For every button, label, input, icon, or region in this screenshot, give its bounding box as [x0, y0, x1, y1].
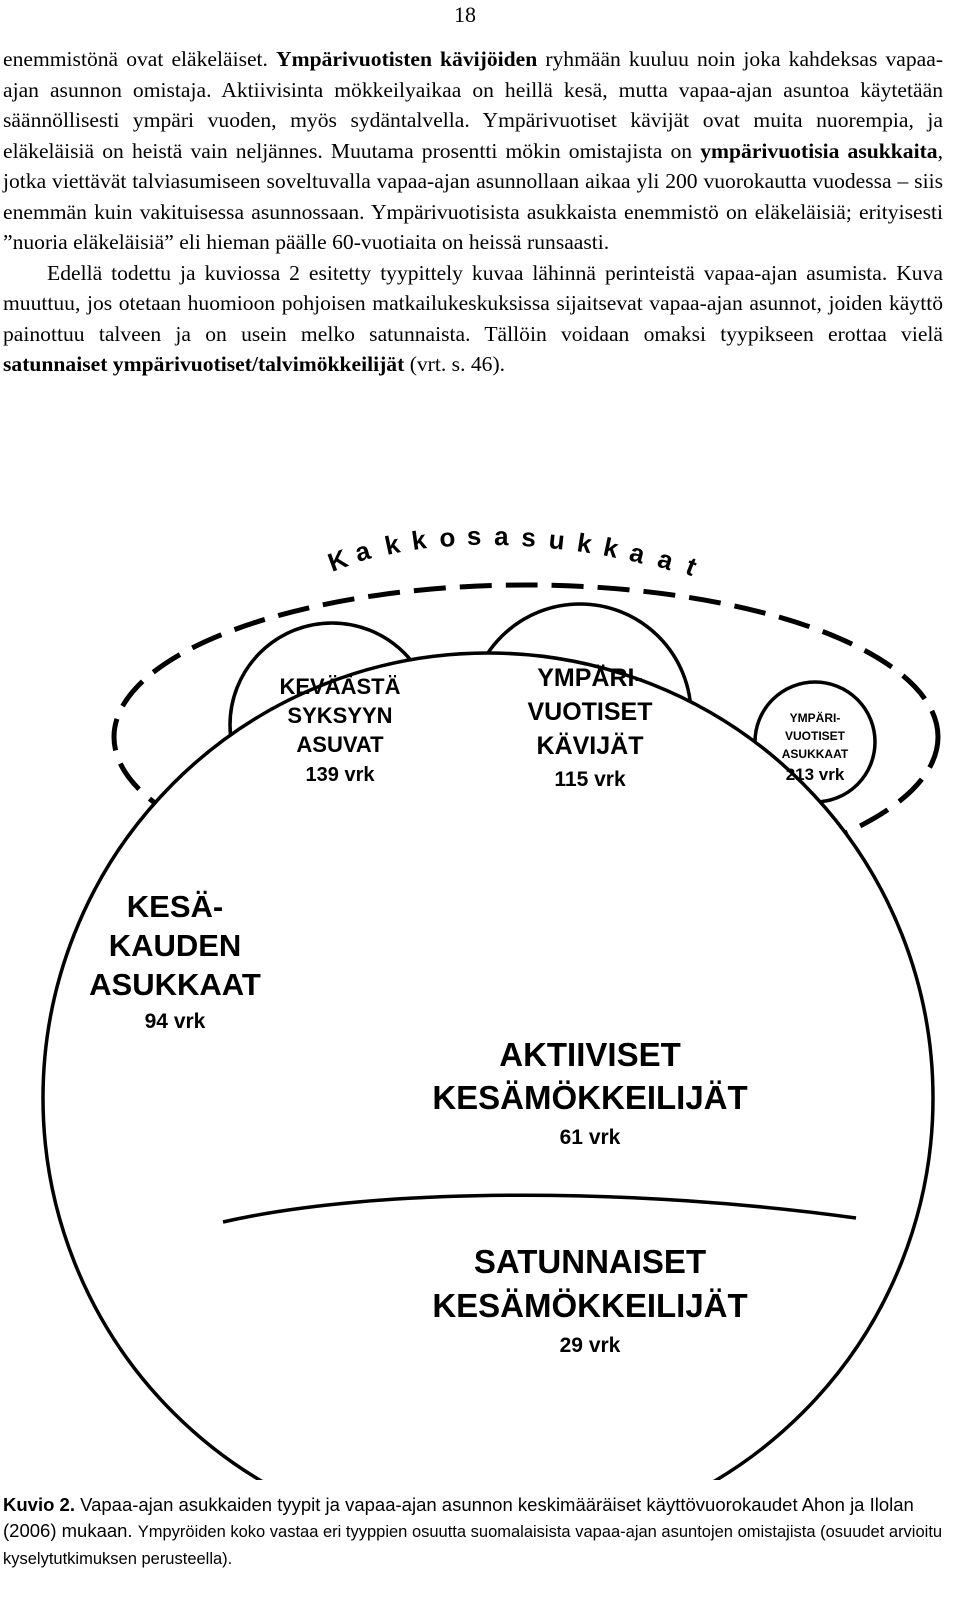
label-line: KEVÄÄSTÄ — [279, 674, 401, 699]
label-line: ASUKKAAT — [89, 967, 261, 1002]
label-line: KESÄMÖKKEILIJÄT — [432, 1079, 748, 1116]
arc-letter: k — [382, 528, 403, 561]
arc-letter: k — [600, 531, 622, 564]
paragraph-2 — [3, 258, 943, 380]
label-line: ASUKKAAT — [781, 747, 849, 761]
arc-letter: k — [575, 527, 595, 560]
label-ymparivuotiset-asukkaat — [782, 710, 849, 784]
label-line: YMPÄRI- — [789, 711, 841, 725]
label-days: 139 vrk — [305, 764, 375, 786]
figure-caption — [3, 1492, 943, 1572]
label-line: SYKSYYN — [287, 703, 393, 728]
label-days: 94 vrk — [144, 1010, 206, 1033]
arc-letter: k — [409, 524, 429, 556]
label-line: AKTIIVISET — [499, 1036, 681, 1073]
label-line: KESÄ- — [126, 889, 224, 924]
arc-letter: a — [351, 534, 374, 568]
text-run: ryhmään kuuluu noin joka kahdeksas vapaa-ajan asunnon omistaja. Aktiivisinta mökkeilyaikaa on heillä kesä, mutta vapaa-ajan asuntoa käytetään säännöllisesti ympäri vuoden, myös sydäntalvella. Ympärivuotiset kävijät ovat muita nuorempia, ja eläkeläisiä on heistä vain neljännes. Muutama prosentti mökin omistajista on — [3, 47, 944, 163]
caption-main: Vapaa-ajan asukkaiden tyypit ja vapaa-ajan asunnon keskimääräiset käyttövuorokaudet Ahon ja Ilolan (2006) mukaan. — [3, 1494, 914, 1541]
arc-letter: a — [626, 536, 649, 570]
arc-title-letters — [324, 521, 702, 582]
label-days: 29 vrk — [559, 1334, 621, 1357]
arc-letter: a — [493, 521, 509, 552]
label-line: SATUNNAISET — [473, 1243, 707, 1280]
text-run: enemmistönä ovat eläkeläiset. — [3, 47, 277, 71]
label-line: KAUDEN — [108, 928, 242, 963]
term-bold: satunnaiset ympärivuotiset/talvimökkeilijät — [3, 352, 405, 376]
label-line: YMPÄRI- — [537, 664, 643, 692]
typology-diagram — [0, 520, 960, 1480]
label-line: KÄVIJÄT — [536, 732, 644, 760]
arc-letter: K — [323, 543, 352, 578]
text-run: Edellä todettu ja kuviossa 2 esitetty tyypittely kuvaa lähinnä perinteistä vapaa-ajan asumista. Kuva muuttuu, jos otetaan huomioon pohjoisen matkailukeskuksissa sijaitsevat vapaa-ajan asunnot, joiden käyttö painottuu talveen ja on usein melko satunnaista. Tällöin voidaan omaksi tyypikseen erottaa vielä — [3, 260, 943, 346]
text-run: (vrt. s. 46). — [404, 352, 506, 376]
caption-label: Kuvio 2. — [3, 1494, 75, 1515]
arc-letter: u — [547, 524, 567, 556]
arc-letter: a — [654, 543, 678, 577]
term-bold: ympärivuotisia asukkaita — [700, 138, 938, 163]
label-days: 61 vrk — [559, 1126, 621, 1149]
label-line: KESÄMÖKKEILIJÄT — [432, 1287, 748, 1324]
arc-letter: o — [438, 521, 457, 553]
label-days: 115 vrk — [554, 768, 626, 791]
label-line: VUOTISET — [527, 698, 653, 726]
arc-letter: t — [681, 550, 702, 582]
arc-letter: s — [466, 520, 482, 551]
arc-letter: s — [520, 522, 537, 553]
label-line: ASUVAT — [296, 732, 384, 757]
text-run: , jotka viettävät talviasumiseen soveltuvalla vapaa-ajan asunnollaan aikaa yli 200 vuorokautta vuodessa – siis enemmän kuin vakituisessa asunnossaan. Ympärivuotisista asukkaista enemmistö on eläkeläisiä; erityisesti ”nuoria eläkeläisiä” eli hieman päälle 60-vuotiaita on heissä runsaasti. — [3, 138, 943, 254]
caption-note: Ympyröiden koko vastaa eri tyyppien osuutta suomalaisista vapaa-ajan asuntojen omistajista (osuudet arvioitu kyselytutkimuksen perusteella). — [3, 1523, 943, 1568]
page-number: 18 — [454, 2, 476, 27]
paragraph-1 — [3, 44, 943, 258]
body-text — [3, 44, 943, 380]
label-days: 213 vrk — [785, 765, 845, 784]
term-bold: Ympärivuotisten kävijöiden — [276, 47, 538, 71]
label-line: VUOTISET — [784, 729, 846, 743]
